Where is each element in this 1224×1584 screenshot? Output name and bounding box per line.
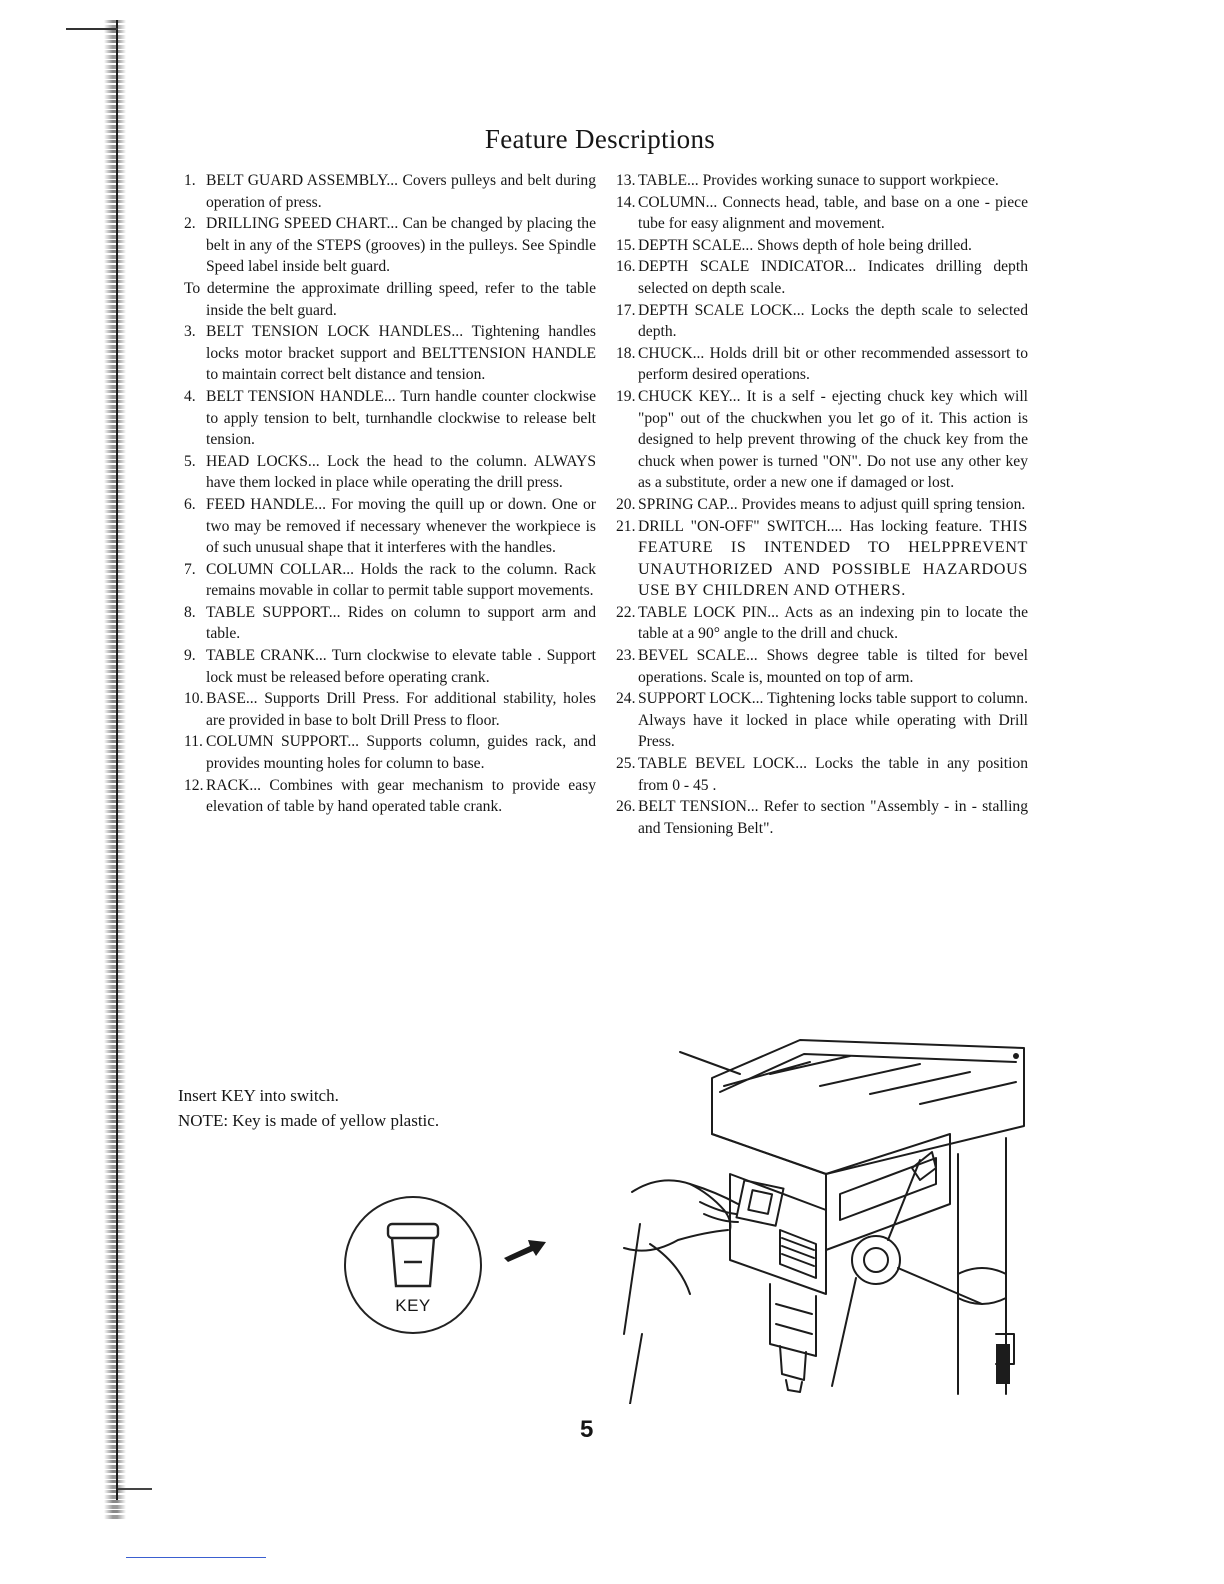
key-label: KEY <box>395 1296 431 1315</box>
insert-key-line: Insert KEY into switch. <box>178 1086 339 1105</box>
feature-item-24: 24. SUPPORT LOCK... Tightening locks table support to column. Always have it locked in place while operating with Drill Press. <box>616 690 1028 751</box>
feature-item-6: 6. FEED HANDLE... For moving the quill up or down. One or two may be removed if necessary whenever the workpiece is of such unusual shape that it interferes with the handles. <box>184 495 596 557</box>
feature-item-15: 15. DEPTH SCALE... Shows depth of hole being drilled. <box>616 236 972 254</box>
feature-item-21-text: DRILL "ON-OFF" SWITCH.... Has locking feature. <box>638 517 983 535</box>
feature-item-11: 11. COLUMN SUPPORT... Supports column, guides rack, and provides mounting holes for column to base. <box>184 733 596 773</box>
feature-item-14: 14. COLUMN... Connects head, table, and base on a one - piece tube for easy alignment and movement. <box>616 193 1028 233</box>
arrow-right-icon <box>500 1234 550 1264</box>
scan-mark-top <box>66 28 118 30</box>
feature-item-17: 17. DEPTH SCALE LOCK... Locks the depth scale to selected depth. <box>616 301 1028 341</box>
feature-item-2: 2. DRILLING SPEED CHART... Can be changed by placing the belt in any of the STEPS (grooves) in the pulleys. See Spindle Speed label inside belt guard. <box>184 215 596 276</box>
feature-item-19: 19. CHUCK KEY... It is a self - ejecting chuck key which will "pop" out of the chuckwhen you let go of it. This action is designed to help prevent throwing of the chuck key from the chuck when power is turned "ON". Do not use any other key as a substitute, order a new one if damaged or lost. <box>616 387 1028 492</box>
key-illustration <box>344 1196 482 1334</box>
feature-item-8: 8. TABLE SUPPORT... Rides on column to support arm and table. <box>184 603 596 643</box>
feature-item-4: 4. BELT TENSION HANDLE... Turn handle counter clockwise to apply tension to belt, turnhandle clockwise to release belt tension. <box>184 387 596 449</box>
feature-item-22: 22. TABLE LOCK PIN... Acts as an indexing pin to locate the table at a 90° angle to the drill and chuck. <box>616 603 1028 643</box>
scan-mark-bottom <box>118 1488 152 1490</box>
footer-rule <box>126 1557 266 1558</box>
key-instructions <box>178 1083 439 1133</box>
feature-item-18: 18. CHUCK... Holds drill bit or other recommended assessort to perform desired operations. <box>616 344 1028 384</box>
feature-note-speed: To determine the approximate drilling speed, refer to the table inside the belt guard. <box>184 279 596 319</box>
feature-item-23: 23. BEVEL SCALE... Shows degree table is tilted for bevel operations. Scale is, mounted on top of arm. <box>616 647 1028 686</box>
page-title: Feature Descriptions <box>484 124 716 154</box>
feature-item-7: 7. COLUMN COLLAR... Holds the rack to the column. Rack remains movable in collar to permit table support movements. <box>184 560 596 600</box>
feature-item-3: 3. BELT TENSION LOCK HANDLES... Tightening handles locks motor bracket support and BELTTENSION HANDLE to maintain correct belt distance and tension. <box>184 323 596 384</box>
feature-list-left <box>184 170 596 818</box>
feature-item-1: 1. BELT GUARD ASSEMBLY... Covers pulleys and belt during operation of press. <box>184 172 596 211</box>
feature-item-21-warning: THIS FEATURE IS INTENDED TO HELPPREVENT UNAUTHORIZED AND POSSIBLE HAZARDOUS USE BY CHILDREN AND OTHERS. <box>638 516 1028 600</box>
feature-item-5: 5. HEAD LOCKS... Lock the head to the column. ALWAYS have them locked in place while operating the drill press. <box>184 452 596 492</box>
feature-item-25: 25. TABLE BEVEL LOCK... Locks the table in any position from 0 - 45 . <box>616 755 1028 794</box>
key-note-line: NOTE: Key is made of yellow plastic. <box>178 1111 440 1130</box>
feature-item-9: 9. TABLE CRANK... Turn clockwise to elevate table . Support lock must be released before operating crank. <box>184 647 596 686</box>
feature-item-20: 20. SPRING CAP... Provides means to adjust quill spring tension. <box>616 495 1026 513</box>
feature-item-12: 12. RACK... Combines with gear mechanism to provide easy elevation of table by hand operated table crank. <box>184 776 596 816</box>
feature-list-right <box>616 170 1028 839</box>
feature-item-26: 26. BELT TENSION... Refer to section "Assembly - in - stalling and Tensioning Belt". <box>616 798 1028 837</box>
feature-item-13: 13. TABLE... Provides working sunace to support workpiece. <box>616 172 999 189</box>
drill-press-illustration <box>620 1034 1030 1404</box>
page-binding-edge <box>116 20 118 1500</box>
feature-item-10: 10. BASE... Supports Drill Press. For additional stability, holes are provided in base to bolt Drill Press to floor. <box>184 690 596 729</box>
feature-item-16: 16. DEPTH SCALE INDICATOR... Indicates drilling depth selected on depth scale. <box>616 258 1028 297</box>
page-binding-shadow <box>104 20 126 1520</box>
feature-item-21: 21. DRILL "ON-OFF" SWITCH.... Has locking feature. THIS FEATURE IS INTENDED TO HELPPREVENT UNAUTHORIZED AND POSSIBLE HAZARDOUS USE BY CHILDREN AND OTHERS. <box>616 516 1028 600</box>
page-number: 5 <box>580 1416 594 1443</box>
key-icon <box>384 1222 442 1292</box>
